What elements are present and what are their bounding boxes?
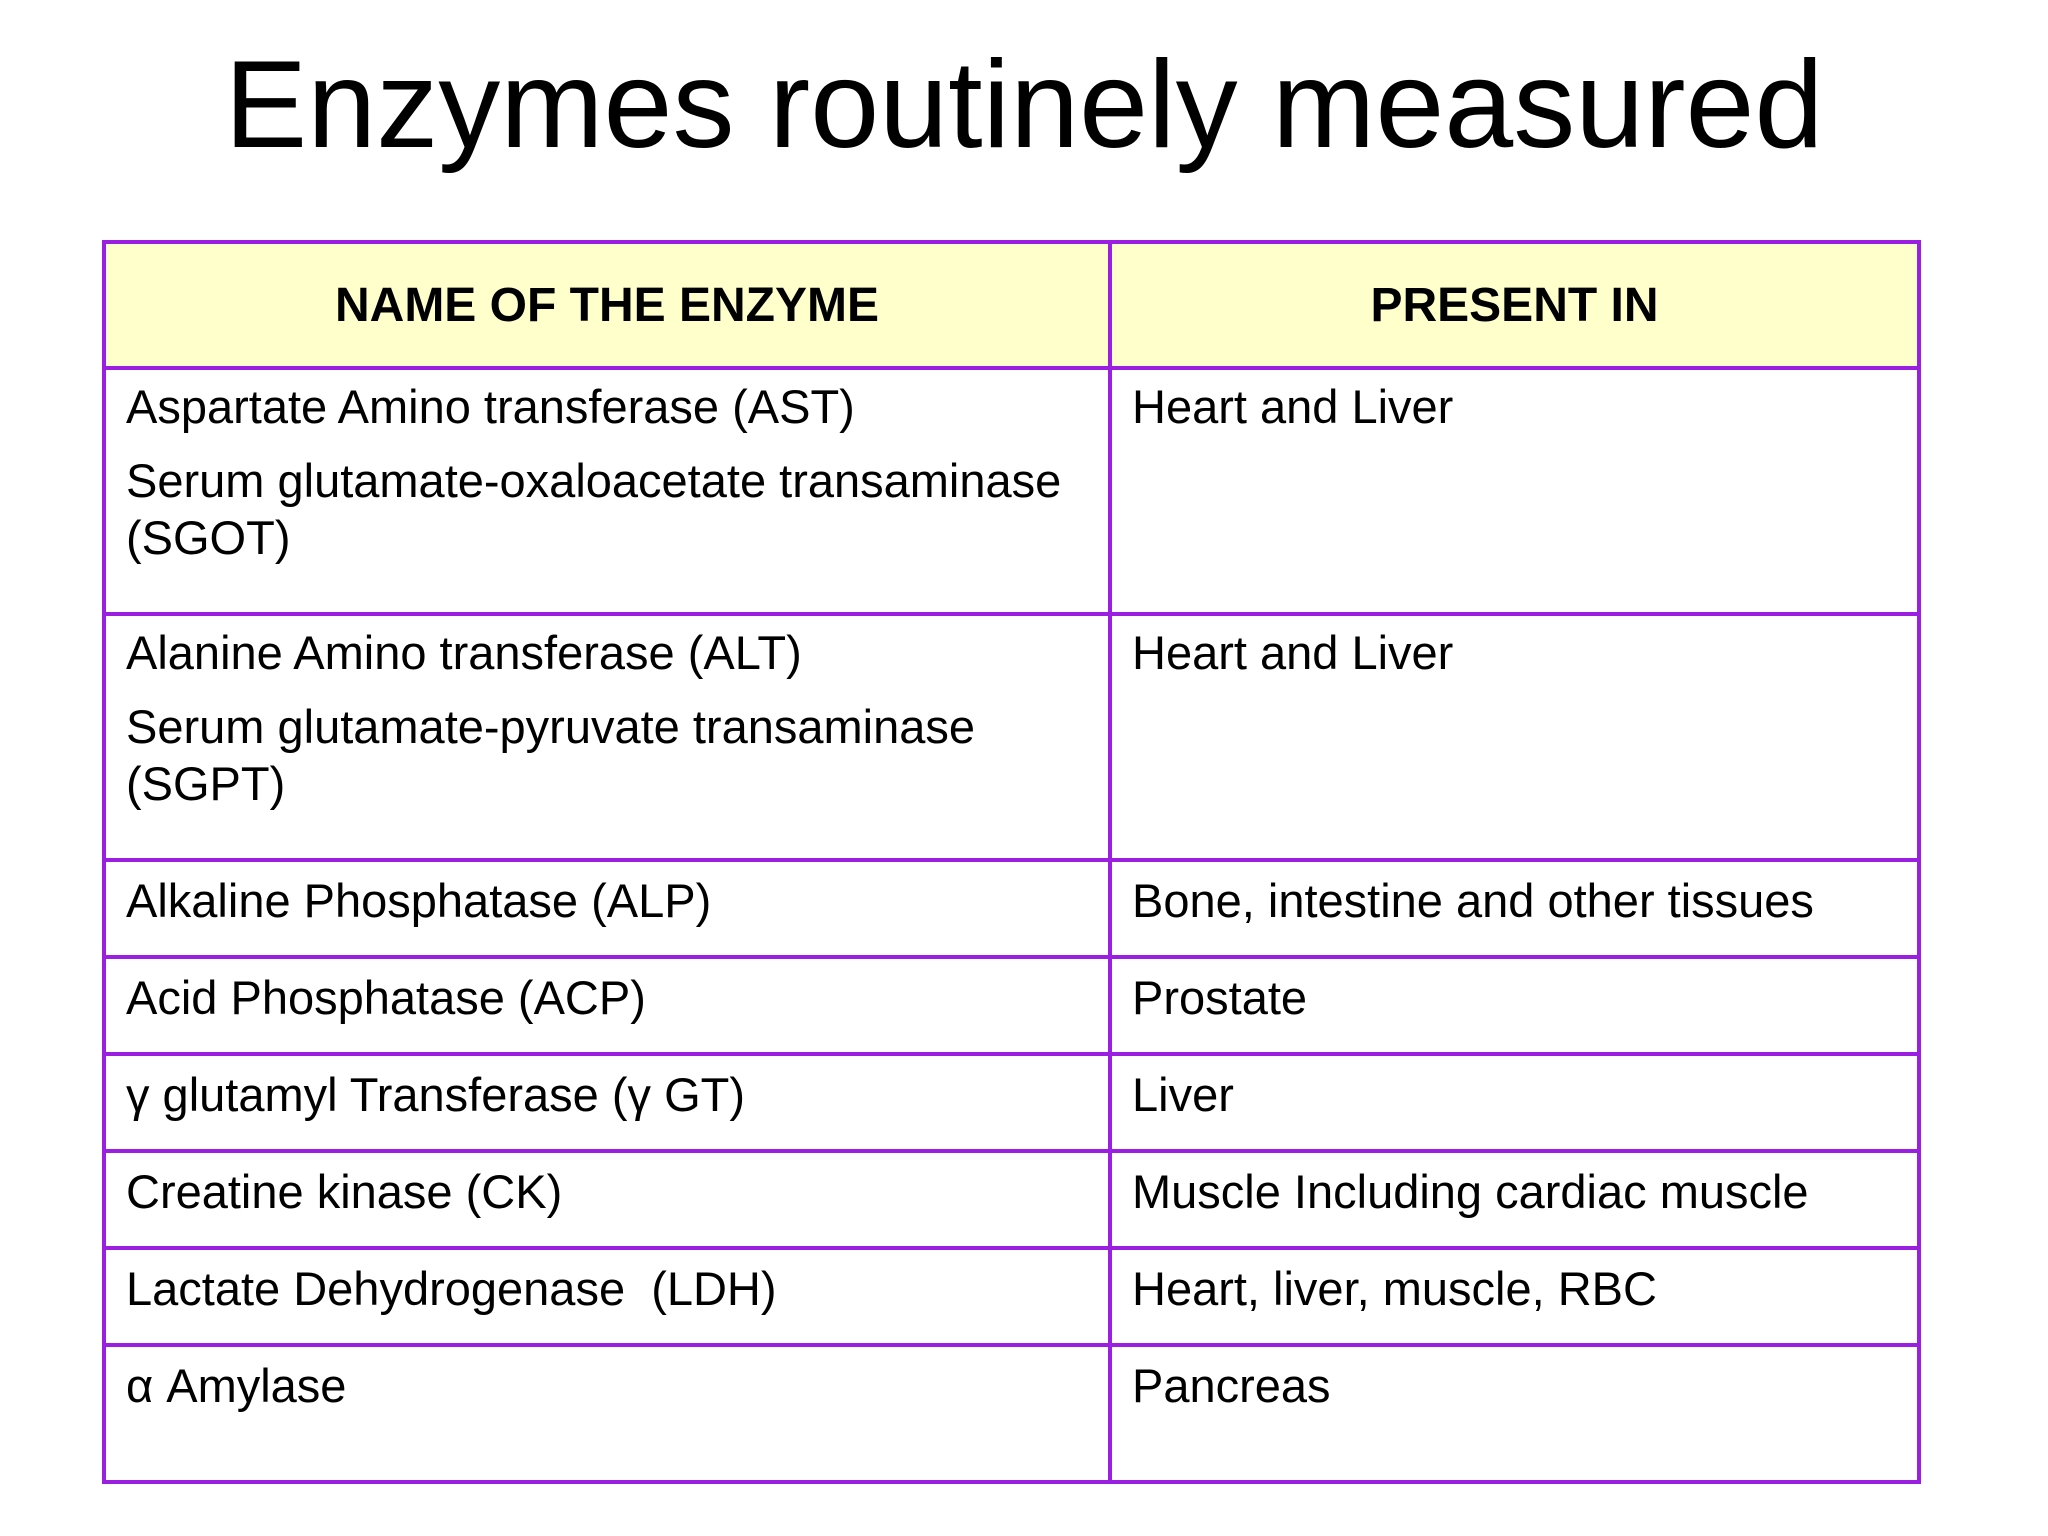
present-in-cell (1110, 614, 1919, 860)
present-in-cell (1110, 860, 1919, 957)
table-row (104, 957, 1919, 1054)
table-row (104, 860, 1919, 957)
enzyme-name: α Amylase (126, 1359, 347, 1412)
table-row (104, 1151, 1919, 1248)
enzyme-name-cell (104, 368, 1110, 614)
present-in-value: Muscle Including cardiac muscle (1132, 1165, 1809, 1218)
enzyme-name-cell (104, 957, 1110, 1054)
enzyme-name: Acid Phosphatase (ACP) (126, 971, 646, 1024)
present-in-value: Heart, liver, muscle, RBC (1132, 1262, 1657, 1315)
enzyme-name-cell (104, 1248, 1110, 1345)
table-row (104, 1054, 1919, 1151)
enzyme-name-cell (104, 1054, 1110, 1151)
table-row (104, 614, 1919, 860)
enzyme-alt-name: Serum glutamate-pyruvate transaminase (SGPT) (126, 700, 976, 810)
present-in-cell (1110, 1248, 1919, 1345)
slide-title: Enzymes routinely measured (224, 36, 1824, 174)
present-in-value: Prostate (1132, 971, 1308, 1024)
enzyme-alt-name: Serum glutamate-oxaloacetate transaminase (SGOT) (126, 454, 1062, 564)
enzyme-name: Alanine Amino transferase (ALT) (126, 626, 802, 679)
enzyme-name: Lactate Dehydrogenase (LDH) (126, 1262, 777, 1315)
present-in-cell (1110, 1054, 1919, 1151)
present-in-cell (1110, 368, 1919, 614)
enzyme-name-cell (104, 614, 1110, 860)
present-in-value: Pancreas (1132, 1359, 1331, 1412)
enzyme-name: Aspartate Amino transferase (AST) (126, 380, 855, 433)
present-in-cell (1110, 1345, 1919, 1482)
header-present-in: PRESENT IN (1110, 242, 1919, 368)
present-in-cell (1110, 957, 1919, 1054)
enzyme-name-cell (104, 1151, 1110, 1248)
present-in-value: Liver (1132, 1068, 1234, 1121)
present-in-value: Heart and Liver (1132, 626, 1454, 679)
table-row (104, 368, 1919, 614)
enzyme-table (102, 240, 1921, 1484)
enzyme-name-cell (104, 1345, 1110, 1482)
header-name-of-enzyme: NAME OF THE ENZYME (104, 242, 1110, 368)
enzyme-name: γ glutamyl Transferase (γ GT) (126, 1068, 745, 1121)
present-in-cell (1110, 1151, 1919, 1248)
table-header-row (104, 242, 1919, 368)
table-row (104, 1248, 1919, 1345)
table-row (104, 1345, 1919, 1482)
enzyme-name: Creatine kinase (CK) (126, 1165, 563, 1218)
enzyme-name-cell (104, 860, 1110, 957)
present-in-value: Bone, intestine and other tissues (1132, 874, 1814, 927)
present-in-value: Heart and Liver (1132, 380, 1454, 433)
enzyme-name: Alkaline Phosphatase (ALP) (126, 874, 712, 927)
